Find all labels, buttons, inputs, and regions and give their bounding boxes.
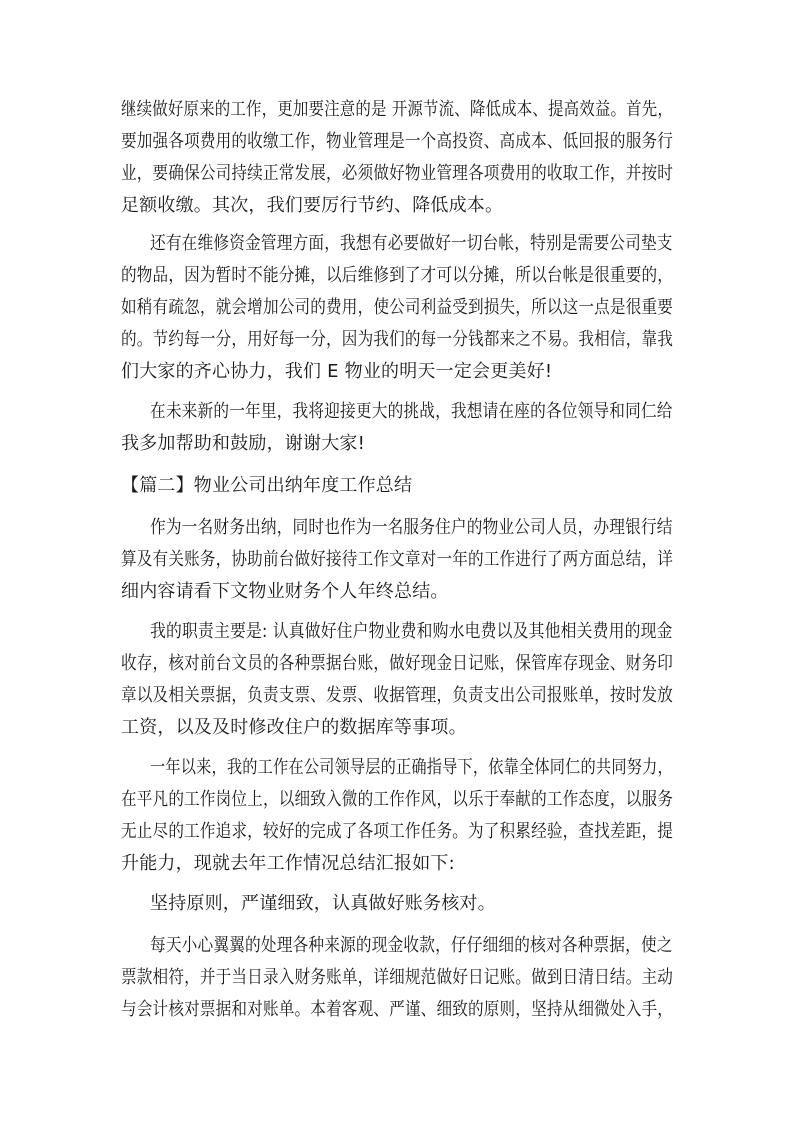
text-line: 章以及相关票据，负责支票、发票、收据管理，负责支出公司报账单，按时发放 bbox=[121, 685, 674, 706]
text-line: 还有在维修资金管理方面，我想有必要做好一切台帐，特别是需要公司垫支 bbox=[150, 233, 673, 254]
text-line: 收存，核对前台文员的各种票据台账，做好现金日记账，保管库存现金、财务印 bbox=[121, 653, 674, 674]
text-line: 作为一名财务出纳，同时也作为一名服务住户的物业公司人员，办理银行结 bbox=[150, 517, 673, 538]
text-line: 细内容请看下文物业财务个人年终总结。 bbox=[121, 581, 449, 602]
section-heading: 【篇二】物业公司出纳年度工作总结 bbox=[121, 475, 413, 496]
text-line: 票款相符，并于当日录入财务账单，详细规范做好日记账。做到日清日结。主动 bbox=[121, 967, 674, 988]
text-line: 要加强各项费用的收缴工作，物业管理是一个高投资、高成本、低回报的服务行 bbox=[121, 131, 674, 152]
text-line: 继续做好原来的工作，更加要注意的是 开源节流、降低成本、提高效益。首先， bbox=[121, 99, 673, 120]
text-line: 无止尽的工作追求，较好的完成了各项工作任务。为了积累经验，查找差距，提 bbox=[121, 821, 674, 842]
text-line: 一年以来，我的工作在公司领导层的正确指导下，依靠全体同仁的共同努力， bbox=[150, 757, 673, 778]
text-line: 们大家的齐心协力，我们 E 物业的明天一定会更美好! bbox=[121, 361, 553, 382]
text-line: 的物品，因为暂时不能分摊，以后维修到了才可以分摊，所以台帐是很重要的， bbox=[121, 265, 674, 286]
text-line: 业，要确保公司持续正常发展，必须做好物业管理各项费用的收取工作，并按时 bbox=[121, 163, 674, 184]
text-line: 与会计核对票据和对账单。本着客观、严谨、细致的原则，坚持从细微处入手， bbox=[121, 999, 674, 1020]
text-line: 坚持原则，严谨细致，认真做好账务核对。 bbox=[150, 893, 496, 914]
text-line: 足额收缴。其次，我们要厉行节约、降低成本。 bbox=[121, 195, 504, 216]
text-line: 的。节约每一分，用好每一分，因为我们的每一分钱都来之不易。我相信，靠我 bbox=[121, 329, 674, 350]
text-line: 我多加帮助和鼓励，谢谢大家! bbox=[121, 433, 366, 454]
text-line: 工资，以及及时修改住户的数据库等事项。 bbox=[121, 717, 467, 738]
text-line: 每天小心翼翼的处理各种来源的现金收款，仔仔细细的核对各种票据，使之 bbox=[150, 935, 673, 956]
text-line: 我的职责主要是: 认真做好住户物业费和购水电费以及其他相关费用的现金 bbox=[150, 621, 673, 642]
text-line: 在未来新的一年里，我将迎接更大的挑战，我想请在座的各位领导和同仁给 bbox=[150, 401, 673, 422]
text-line: 算及有关账务，协助前台做好接待工作文章对一年的工作进行了两方面总结，详 bbox=[121, 549, 674, 570]
text-line: 如稍有疏忽，就会增加公司的费用，使公司利益受到损失，所以这一点是很重要 bbox=[121, 297, 674, 318]
text-line: 在平凡的工作岗位上，以细致入微的工作作风，以乐于奉献的工作态度，以服务 bbox=[121, 789, 674, 810]
text-line: 升能力，现就去年工作情况总结汇报如下: bbox=[121, 853, 455, 874]
